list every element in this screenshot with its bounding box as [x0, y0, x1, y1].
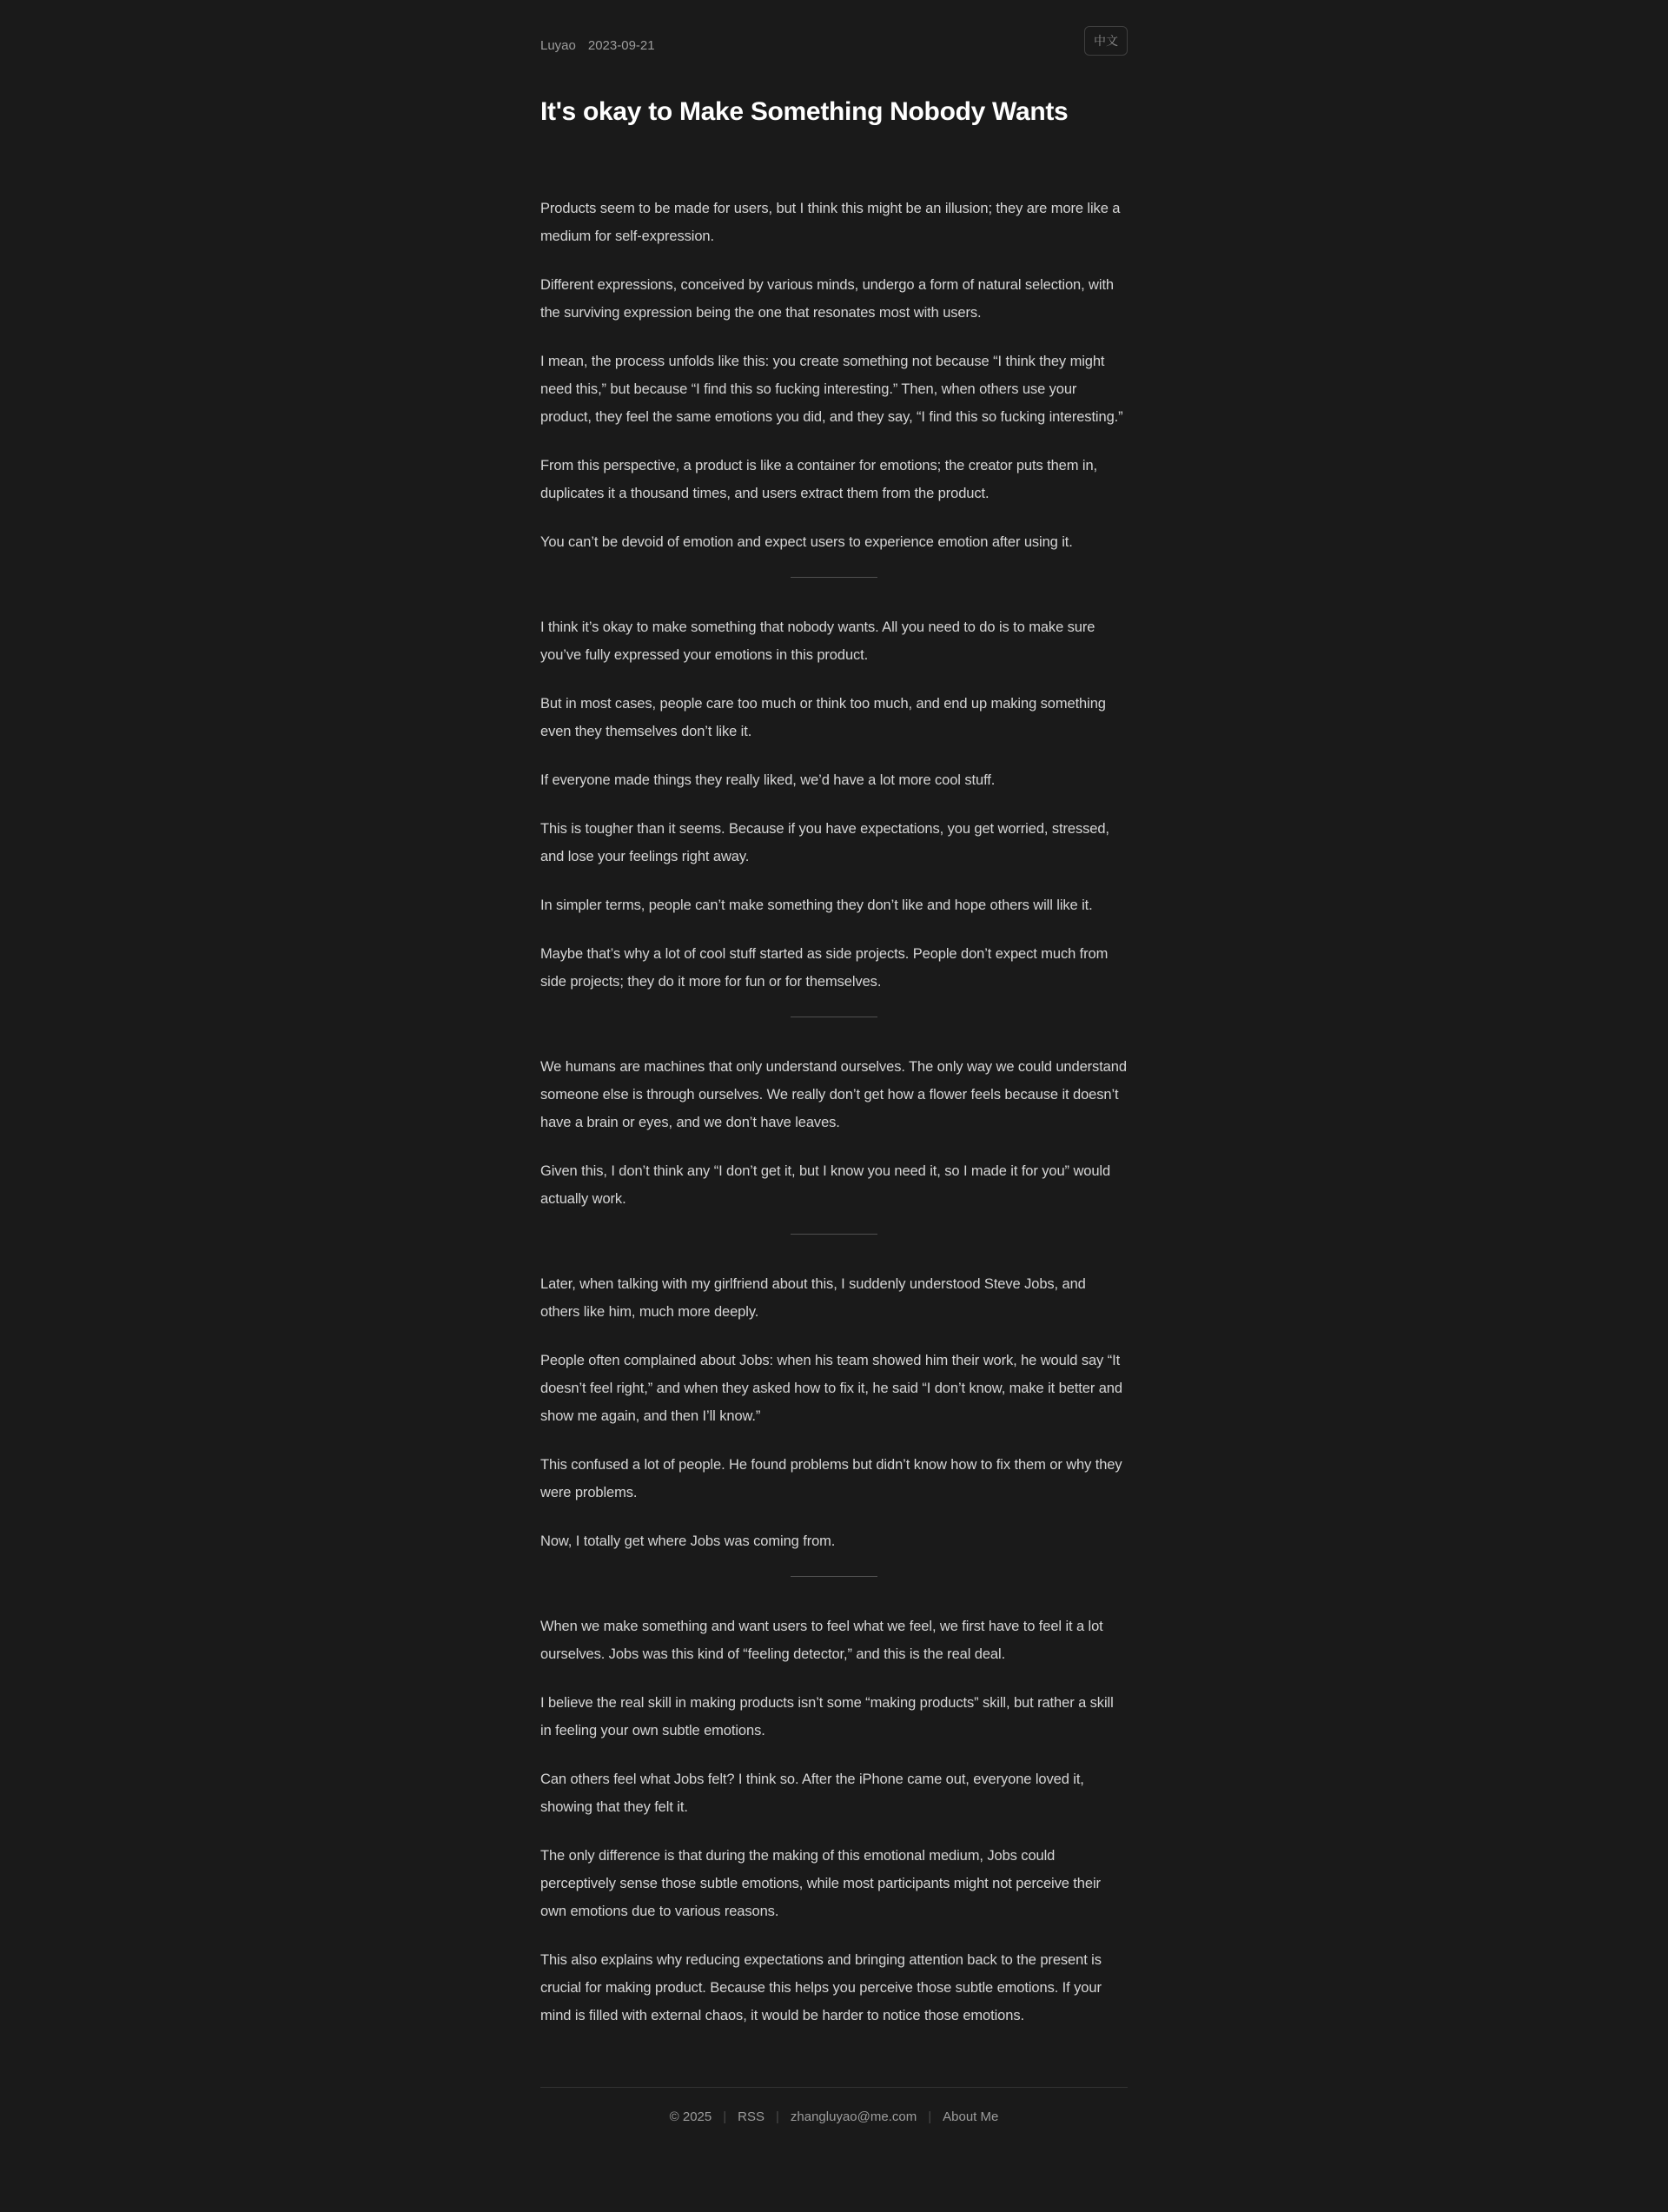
- article-paragraph: This confused a lot of people. He found problems but didn’t know how to fix them or why they were problems.: [540, 1457, 1122, 1500]
- article-body: [540, 195, 1128, 2030]
- article-paragraph: From this perspective, a product is like a container for emotions; the creator puts them in, duplicates it a thousand times, and users extract them from the product.: [540, 458, 1098, 501]
- article-paragraph: This is tougher than it seems. Because if you have expectations, you get worried, stressed, and lose your feelings right away.: [540, 821, 1109, 864]
- copyright: © 2025: [669, 2109, 712, 2124]
- email-link[interactable]: zhangluyao@me.com: [790, 2109, 917, 2124]
- section-divider: [791, 1234, 877, 1235]
- article-paragraph: People often complained about Jobs: when his team showed him their work, he would say “It doesn’t feel right,” and when they asked how to fix it, he said “I don’t know, make it better and show me again, and then I’ll know.”: [540, 1353, 1122, 1424]
- article-paragraph: The only difference is that during the making of this emotional medium, Jobs could perceptively sense those subtle emotions, while most participants might not perceive their own emotions due to various reasons.: [540, 1848, 1101, 1919]
- footer-separator: |: [928, 2109, 932, 2124]
- post-meta: [540, 38, 655, 53]
- section-divider: [791, 1576, 877, 1577]
- footer-separator: |: [723, 2109, 727, 2124]
- article-paragraph: I believe the real skill in making products isn’t some “making products” skill, but rather a skill in feeling your own subtle emotions.: [540, 1695, 1114, 1738]
- article-paragraph: But in most cases, people care too much or think too much, and end up making something even they themselves don’t like it.: [540, 696, 1106, 739]
- page-footer: [540, 2087, 1128, 2124]
- article-paragraph: Given this, I don’t think any “I don’t get it, but I know you need it, so I made it for you” would actually work.: [540, 1163, 1111, 1207]
- article-paragraph: You can’t be devoid of emotion and expect users to experience emotion after using it.: [540, 534, 1073, 550]
- article-paragraph: Now, I totally get where Jobs was coming from.: [540, 1533, 836, 1549]
- article-paragraph: Different expressions, conceived by various minds, undergo a form of natural selection, with the surviving expression being the one that resonates most with users.: [540, 277, 1115, 321]
- post-date: 2023-09-21: [587, 38, 655, 53]
- page-title: It's okay to Make Something Nobody Wants: [540, 97, 1069, 126]
- author-link[interactable]: Luyao: [540, 38, 576, 53]
- rss-link[interactable]: RSS: [738, 2109, 764, 2124]
- article-paragraph: Can others feel what Jobs felt? I think so. After the iPhone came out, everyone loved it, showing that they felt it.: [540, 1772, 1084, 1815]
- page-header: [540, 26, 1128, 56]
- footer-links: [540, 2109, 1128, 2124]
- article-paragraph: Maybe that’s why a lot of cool stuff started as side projects. People don’t expect much from side projects; they do it more for fun or for themselves.: [540, 946, 1109, 990]
- article-paragraph: When we make something and want users to feel what we feel, we first have to feel it a lot ourselves. Jobs was this kind of “feeling detector,” and this is the real deal.: [540, 1619, 1103, 1662]
- article-paragraph: I mean, the process unfolds like this: you create something not because “I think they might need this,” but because “I find this so fucking interesting.” Then, when others use your product, they feel the same emotions you did, and they say, “I find this so fucking interesting.”: [540, 354, 1123, 425]
- language-toggle-button[interactable]: 中文: [1084, 26, 1128, 56]
- article-paragraph: I think it’s okay to make something that nobody wants. All you need to do is to make sure you’ve fully expressed your emotions in this product.: [540, 619, 1095, 663]
- article-paragraph: In simpler terms, people can’t make something they don’t like and hope others will like it.: [540, 897, 1093, 913]
- about-link[interactable]: About Me: [943, 2109, 999, 2124]
- article-paragraph: This also explains why reducing expectations and bringing attention back to the present is crucial for making product. Because this helps you perceive those subtle emotions. If your mind is filled with external chaos, it would be harder to notice those emotions.: [540, 1952, 1102, 2023]
- section-divider: [791, 577, 877, 578]
- article-paragraph: We humans are machines that only understand ourselves. The only way we could understand someone else is through ourselves. We really don’t get how a flower feels because it doesn’t have a brain or eyes, and we don’t have leaves.: [540, 1059, 1127, 1130]
- article-paragraph: If everyone made things they really liked, we’d have a lot more cool stuff.: [540, 772, 996, 788]
- article-paragraph: Later, when talking with my girlfriend about this, I suddenly understood Steve Jobs, and others like him, much more deeply.: [540, 1276, 1086, 1320]
- footer-separator: |: [776, 2109, 779, 2124]
- article-paragraph: Products seem to be made for users, but I think this might be an illusion; they are more like a medium for self-expression.: [540, 201, 1121, 244]
- article-page: [540, 0, 1128, 2173]
